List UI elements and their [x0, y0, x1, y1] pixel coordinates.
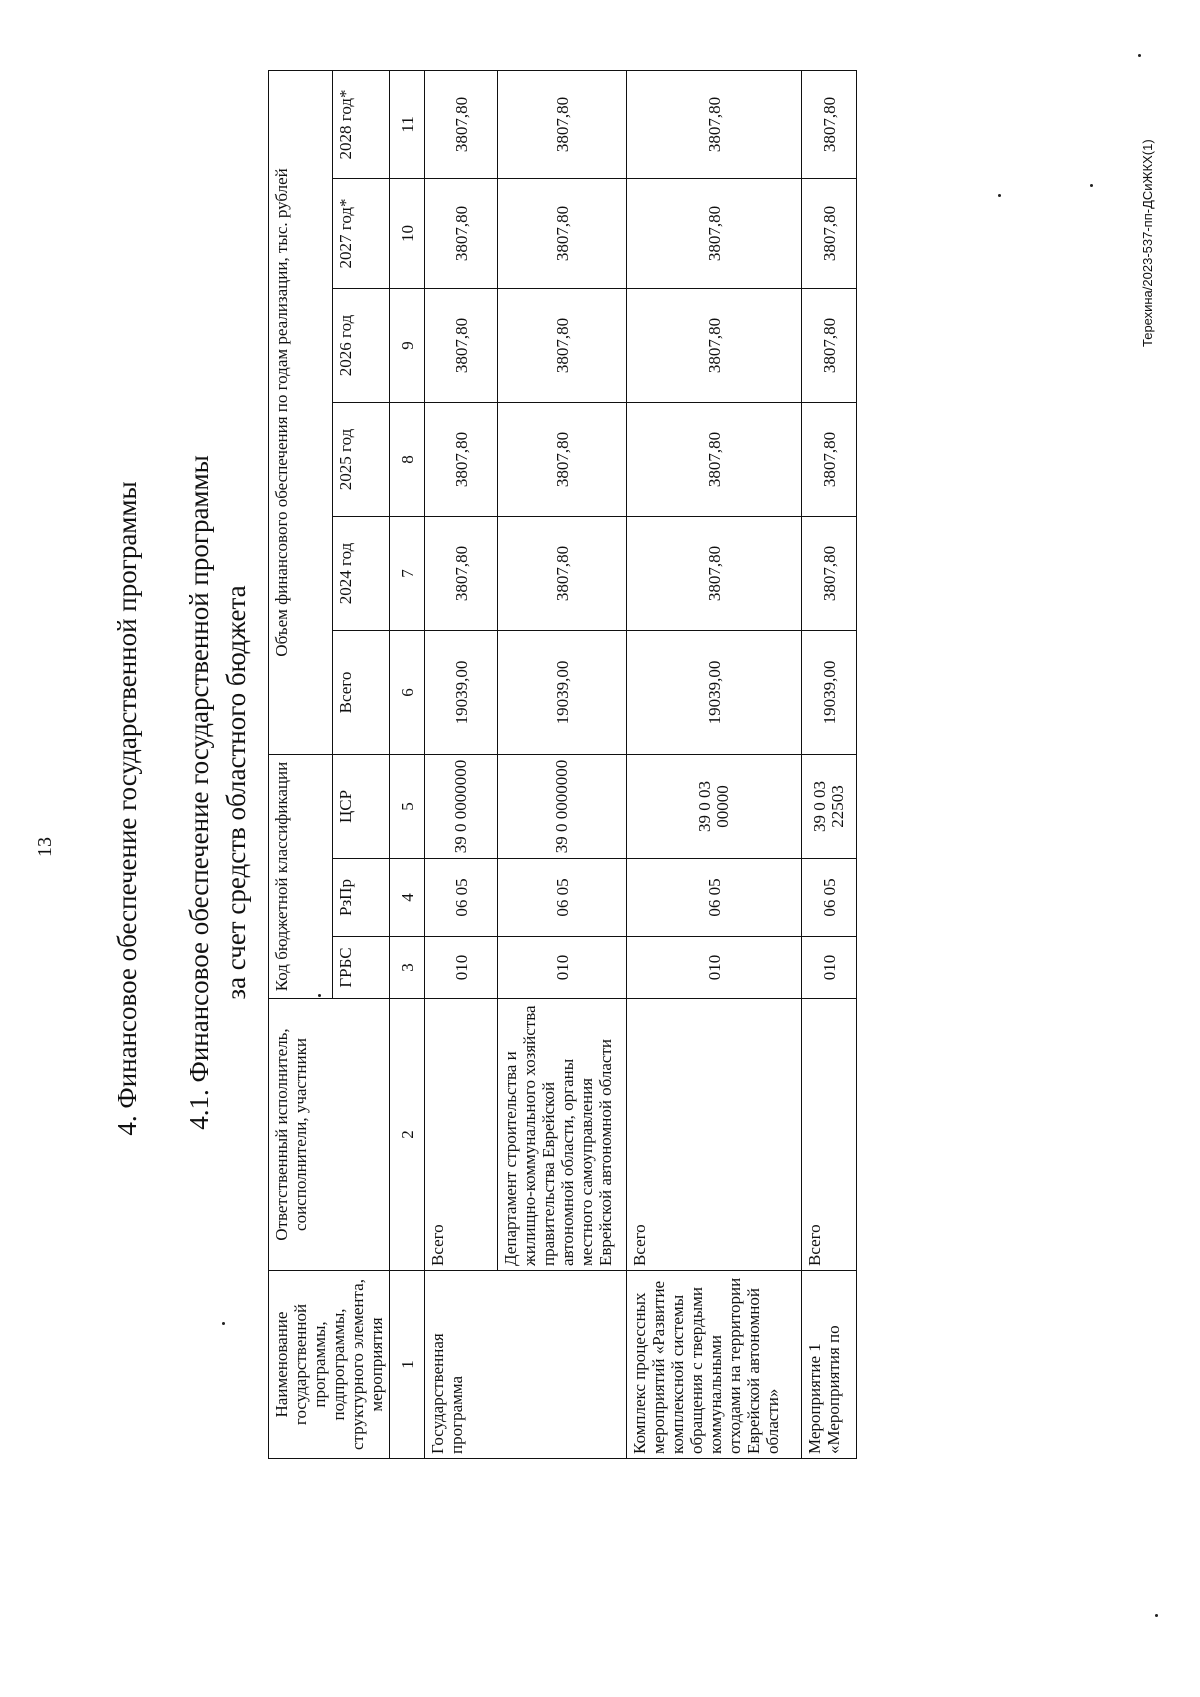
csr-cell: 39 0 0000000 [498, 754, 627, 858]
column-number: 5 [390, 754, 425, 858]
table-row [627, 70, 802, 1458]
section-heading: 4. Финансовое обеспечение государственной программы [112, 481, 142, 1136]
column-number: 4 [390, 859, 425, 937]
year-2024-cell: 3807,80 [802, 516, 857, 630]
rzpr-cell: 06 05 [802, 859, 857, 937]
column-number: 7 [390, 516, 425, 630]
header-year-2027: 2027 год* [333, 178, 390, 288]
scan-speck [998, 194, 1001, 197]
year-2024-cell: 3807,80 [498, 516, 627, 630]
column-number: 3 [390, 937, 425, 999]
rzpr-cell: 06 05 [627, 859, 802, 937]
column-number: 11 [390, 70, 425, 178]
header-budget-code: Код бюджетной классификации [269, 754, 333, 998]
process-complex-name-cell: Комплекс процессных мероприятий «Развитие комплексной системы обращения с твердыми коммунальными отходами на территории Еврейской автономной области» [627, 1271, 802, 1459]
header-total: Всего [333, 630, 390, 754]
program-name-cell: Государственная программа [425, 1271, 627, 1459]
column-number: 8 [390, 402, 425, 516]
csr-cell: 39 0 0000000 [425, 754, 498, 858]
header-grbs: ГРБС [333, 937, 390, 999]
total-cell: 19039,00 [627, 630, 802, 754]
header-rzpr: РзПр [333, 859, 390, 937]
column-number: 9 [390, 288, 425, 402]
scan-speck [1155, 1614, 1158, 1617]
subsection-heading-continued: за счет средств областного бюджета [221, 585, 251, 1000]
year-2027-cell: 3807,80 [627, 178, 802, 288]
measure-name-cell: Мероприятие 1 «Мероприятия по [802, 1271, 857, 1459]
year-2026-cell: 3807,80 [802, 288, 857, 402]
header-year-2025: 2025 год [333, 402, 390, 516]
year-2026-cell: 3807,80 [498, 288, 627, 402]
scan-speck [1138, 54, 1141, 57]
executor-cell: Департамент строительства и жилищно-коммунального хозяйства правительства Еврейской автономной области, органы местного самоуправления Еврейской автономной области [498, 999, 627, 1271]
header-program-name: Наименование государственной программы, подпрограммы, структурного элемента, мероприятия [269, 1271, 390, 1459]
header-financing: Объем финансового обеспечения по годам реализации, тыс. рублей [269, 70, 333, 754]
csr-cell: 39 0 03 00000 [627, 754, 802, 858]
year-2028-cell: 3807,80 [425, 70, 498, 178]
total-cell: 19039,00 [802, 630, 857, 754]
header-year-2024: 2024 год [333, 516, 390, 630]
column-number: 1 [390, 1271, 425, 1459]
year-2024-cell: 3807,80 [627, 516, 802, 630]
subsection-heading: 4.1. Финансовое обеспечение государственной программы [184, 455, 214, 1130]
year-2024-cell: 3807,80 [425, 516, 498, 630]
total-cell: 19039,00 [425, 630, 498, 754]
total-cell: 19039,00 [498, 630, 627, 754]
table-row [425, 70, 498, 1458]
page-number: 13 [34, 837, 56, 857]
table-row [498, 70, 627, 1458]
header-year-2026: 2026 год [333, 288, 390, 402]
year-2025-cell: 3807,80 [802, 402, 857, 516]
csr-cell: 39 0 03 22503 [802, 754, 857, 858]
grbs-cell: 010 [627, 937, 802, 999]
year-2025-cell: 3807,80 [627, 402, 802, 516]
executor-cell: Всего [802, 999, 857, 1271]
year-2027-cell: 3807,80 [425, 178, 498, 288]
year-2026-cell: 3807,80 [425, 288, 498, 402]
scan-speck [1090, 184, 1093, 187]
year-2028-cell: 3807,80 [627, 70, 802, 178]
executor-cell: Всего [627, 999, 802, 1271]
grbs-cell: 010 [425, 937, 498, 999]
rzpr-cell: 06 05 [498, 859, 627, 937]
column-number: 10 [390, 178, 425, 288]
year-2025-cell: 3807,80 [425, 402, 498, 516]
scan-speck [318, 994, 321, 997]
column-number: 2 [390, 999, 425, 1271]
header-csr: ЦСР [333, 754, 390, 858]
year-2027-cell: 3807,80 [802, 178, 857, 288]
executor-cell: Всего [425, 999, 498, 1271]
rzpr-cell: 06 05 [425, 859, 498, 937]
document-id-footer: Терехина/2023-537-пп-ДСиЖКХ(1) [1140, 139, 1155, 347]
grbs-cell: 010 [498, 937, 627, 999]
column-number-row [390, 70, 425, 1458]
year-2025-cell: 3807,80 [498, 402, 627, 516]
header-year-2028: 2028 год* [333, 70, 390, 178]
scan-speck [222, 1322, 225, 1325]
financing-table [268, 70, 857, 1459]
year-2026-cell: 3807,80 [627, 288, 802, 402]
grbs-cell: 010 [802, 937, 857, 999]
year-2027-cell: 3807,80 [498, 178, 627, 288]
year-2028-cell: 3807,80 [802, 70, 857, 178]
column-number: 6 [390, 630, 425, 754]
table-row [802, 70, 857, 1458]
year-2028-cell: 3807,80 [498, 70, 627, 178]
header-executor: Ответственный исполнитель, соисполнители, участники [269, 999, 390, 1271]
